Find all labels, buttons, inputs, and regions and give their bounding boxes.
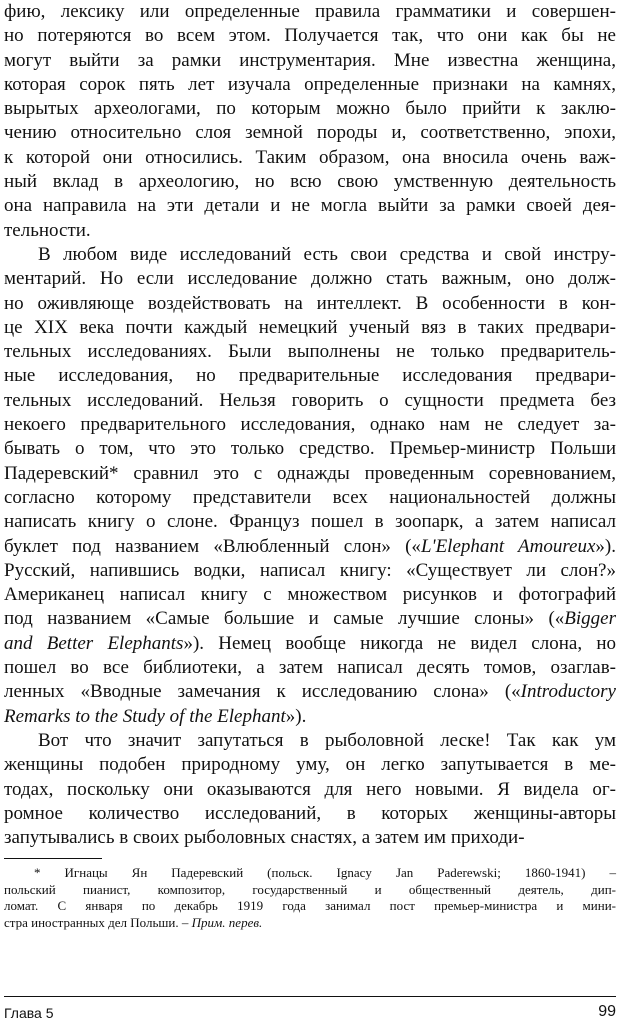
text-segment: тельных исследованиях. Были выполнены не только предваритель-	[4, 341, 616, 363]
text-line	[4, 73, 616, 97]
text-segment: тельности.	[4, 219, 91, 241]
text-line	[4, 583, 616, 607]
text-line	[4, 97, 616, 121]
page-number: 99	[598, 1003, 616, 1020]
text-segment: Американец написал книгу с множеством рисунков и фотографий	[4, 584, 616, 606]
text-line	[4, 898, 616, 915]
running-footer-chapter: Глава 5	[4, 1005, 54, 1021]
text-segment: но потеряются во всем этом. Получается так, что они как бы не	[4, 25, 616, 47]
text-segment: могут выйти за рамки инструментария. Мне известна женщина,	[4, 49, 616, 71]
text-segment: ломат. С января по декабрь 1919 года занимал пост премьер-министра и мини-	[4, 898, 616, 914]
text-segment: стра иностранных дел Польши. –	[4, 914, 192, 930]
text-line	[4, 559, 616, 583]
text-line	[4, 219, 616, 243]
text-segment: буклет под названием «Влюбленный слон» («	[4, 535, 421, 557]
text-segment: В любом виде исследований есть свои средства и свой инстру-	[38, 243, 616, 265]
text-segment: польский пианист, композитор, государственный и общественный деятель, дип-	[4, 881, 616, 897]
italic-text: Introductory	[520, 681, 616, 703]
text-line	[4, 437, 616, 461]
text-segment: ные исследования, но предварительные исследования предвари-	[4, 365, 616, 387]
text-segment: ленных «Вводные замечания к исследованию слона» («	[4, 681, 521, 703]
italic-text: Bigger	[564, 608, 616, 630]
footer-rule	[4, 996, 616, 997]
text-segment: »).	[285, 705, 307, 727]
text-segment: фию, лексику или определенные правила грамматики и совершен-	[4, 1, 616, 22]
text-line	[4, 24, 616, 48]
text-segment: тельных исследований. Нельзя говорить о сущности предмета без	[4, 389, 616, 411]
text-line	[4, 915, 616, 932]
text-line	[4, 729, 616, 753]
text-segment: Русский, напившись водки, написал книгу: «Существует ли слон?»	[4, 559, 616, 581]
text-segment: тодах, поскольку они оказываются для него новыми. Я видела ог-	[4, 778, 616, 800]
text-segment: согласно которому представители всех национальностей должны	[4, 486, 616, 508]
text-segment: под названием «Самые большие и самые лучшие слоны» («	[4, 608, 565, 630]
text-segment: она направила на эти детали и не могла выйти за рамки своей дея-	[4, 195, 616, 217]
text-line	[4, 49, 616, 73]
text-line	[4, 802, 616, 826]
footnote-separator	[4, 858, 102, 859]
text-segment: »).	[595, 535, 616, 557]
text-line	[4, 462, 616, 486]
text-segment: бывать о том, что это только средство. Премьер-министр Польши	[4, 438, 616, 460]
text-segment: пошел во все библиотеки, а затем написал десять томов, озаглав-	[4, 657, 616, 679]
text-line	[4, 632, 616, 656]
text-line	[4, 0, 616, 24]
text-segment: * Игнацы Ян Падеревский (польск. Ignacy Jan Paderewski; 1860-1941) –	[34, 865, 616, 880]
text-line	[4, 243, 616, 267]
text-line	[4, 882, 616, 899]
italic-text: Remarks to the Study of the Elephant	[4, 705, 286, 727]
text-line	[4, 486, 616, 510]
text-line	[4, 267, 616, 291]
text-segment: це XIX века почти каждый немецкий ученый вяз в таких предвари-	[4, 316, 616, 338]
text-segment: »). Немец вообще никогда не видел слона, но	[183, 632, 616, 654]
text-segment: Вот что значит запутаться в рыболовной леске! Так как ум	[38, 729, 616, 751]
text-line	[4, 865, 616, 882]
text-line	[4, 389, 616, 413]
text-line	[4, 826, 616, 850]
main-text	[4, 0, 616, 850]
text-segment: но оживляюще воздействовать на интеллект. В особенности в кон-	[4, 292, 616, 314]
text-segment: ромное количество исследований, в которых женщины-авторы	[4, 802, 616, 824]
text-segment: некоего предварительного исследования, однако нам не следует за-	[4, 414, 616, 436]
text-line	[4, 194, 616, 218]
text-segment: ментарий. Но если исследование должно стать важным, оно долж-	[4, 268, 616, 290]
text-line	[4, 778, 616, 802]
text-line	[4, 656, 616, 680]
text-line	[4, 535, 616, 559]
text-segment: Падеревский* сравнил это с однажды проведенным соревнованием,	[4, 462, 616, 484]
text-segment: запутывались в своих рыболовных снастях, а затем им приходи-	[4, 827, 525, 849]
text-line	[4, 607, 616, 631]
text-line	[4, 705, 616, 729]
text-segment: чению относительно слоя земной породы и, соответственно, эпохи,	[4, 122, 616, 144]
text-segment: к которой они относились. Таким образом, она вносила очень важ-	[4, 146, 616, 168]
text-line	[4, 146, 616, 170]
text-segment: которая сорок пять лет изучала определенные признаки на камнях,	[4, 73, 616, 95]
text-line	[4, 413, 616, 437]
text-line	[4, 680, 616, 704]
text-line	[4, 753, 616, 777]
text-segment: ный вклад в археологию, но всю свою умственную деятельность	[4, 171, 616, 193]
text-line	[4, 121, 616, 145]
text-line	[4, 340, 616, 364]
text-line	[4, 316, 616, 340]
text-line	[4, 364, 616, 388]
italic-text: Прим. перев.	[191, 914, 263, 930]
italic-text: L'Elephant Amoureux	[420, 535, 596, 557]
text-segment: написать книгу о слоне. Француз пошел в зоопарк, а затем написал	[4, 511, 616, 533]
text-line	[4, 170, 616, 194]
text-line	[4, 510, 616, 534]
italic-text: and Better Elephants	[4, 632, 184, 654]
footnote	[4, 865, 616, 931]
text-segment: вырытых археологами, по которым можно было прийти к заклю-	[4, 98, 616, 120]
text-segment: женщины подобен природному уму, он легко запутывается в ме-	[4, 754, 616, 776]
text-line	[4, 292, 616, 316]
